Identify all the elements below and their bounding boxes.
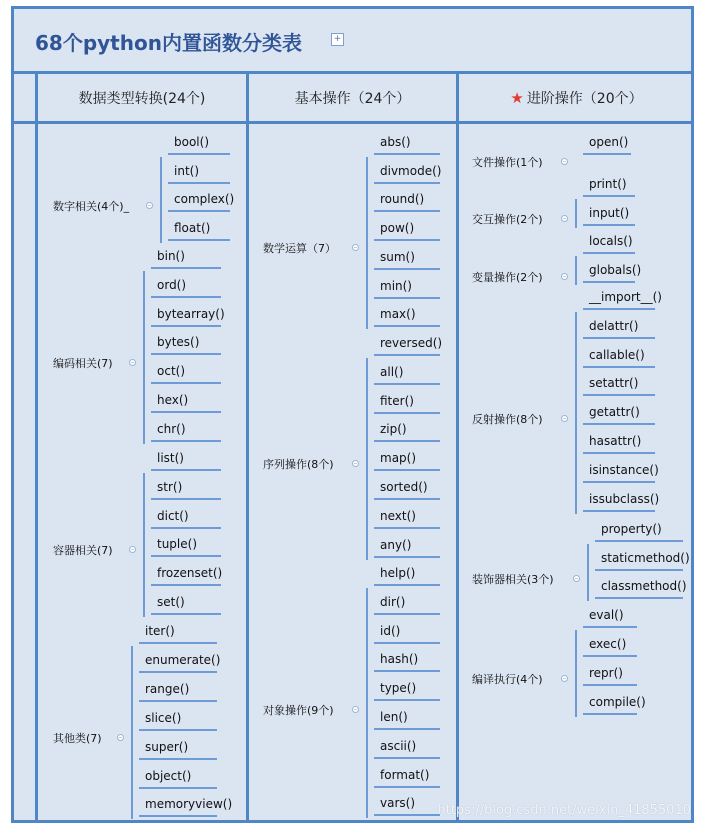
item-underline	[168, 182, 230, 184]
category-label[interactable]: 装饰器相关(3个)	[472, 573, 554, 586]
function-item[interactable]: help()	[380, 566, 416, 580]
vertical-divider-1	[35, 71, 38, 823]
function-item[interactable]: reversed()	[380, 336, 443, 350]
item-underline	[583, 510, 655, 512]
item-underline	[583, 308, 655, 310]
item-underline	[374, 613, 440, 615]
item-underline	[374, 527, 440, 529]
item-underline	[374, 757, 440, 759]
branch-connector	[143, 473, 145, 617]
item-underline	[583, 423, 655, 425]
collapse-toggle-icon[interactable]: –	[562, 272, 567, 280]
item-underline	[151, 584, 221, 586]
branch-connector	[366, 358, 368, 560]
item-underline	[583, 481, 655, 483]
item-underline	[374, 728, 440, 730]
category-label[interactable]: 反射操作(8个)	[472, 413, 543, 426]
collapse-toggle-icon[interactable]: –	[562, 414, 567, 422]
function-item[interactable]: hasattr()	[589, 434, 642, 448]
function-item[interactable]: sum()	[380, 249, 415, 264]
function-item[interactable]: compile()	[589, 695, 646, 709]
function-item[interactable]: memoryview()	[145, 797, 233, 812]
function-item[interactable]: any()	[380, 537, 412, 552]
column-header-1	[38, 88, 246, 108]
branch-connector	[131, 646, 133, 819]
function-item[interactable]: classmethod()	[601, 579, 687, 594]
item-underline	[583, 224, 635, 226]
item-underline	[139, 671, 217, 673]
item-underline	[583, 452, 655, 454]
function-item[interactable]: repr()	[589, 666, 623, 680]
function-item[interactable]: bool()	[174, 135, 209, 149]
function-item[interactable]: divmode()	[380, 163, 442, 178]
item-underline	[139, 642, 217, 644]
item-underline	[583, 713, 637, 715]
function-item[interactable]: print()	[589, 177, 627, 191]
category-label[interactable]: 对象操作(9个)	[263, 704, 334, 717]
item-underline	[374, 498, 440, 500]
collapse-toggle-icon[interactable]: –	[118, 733, 123, 741]
item-underline	[583, 626, 637, 628]
function-item[interactable]: bytearray()	[157, 306, 225, 321]
item-underline	[583, 153, 631, 155]
function-item[interactable]: format()	[380, 767, 430, 782]
function-item[interactable]: min()	[380, 278, 412, 293]
function-item[interactable]: vars()	[380, 796, 416, 811]
item-underline	[168, 153, 230, 155]
function-item[interactable]: ascii()	[380, 738, 417, 753]
item-underline	[374, 670, 440, 672]
item-underline	[139, 815, 217, 817]
item-underline	[139, 758, 217, 760]
collapse-toggle-icon[interactable]: –	[353, 459, 358, 467]
function-item[interactable]: int()	[174, 163, 200, 178]
function-item[interactable]: frozenset()	[157, 566, 223, 581]
item-underline	[583, 252, 635, 254]
function-item[interactable]: slice()	[145, 710, 182, 725]
function-item[interactable]: round()	[380, 192, 425, 207]
column-header-3	[459, 88, 694, 108]
item-underline	[374, 383, 440, 385]
branch-connector	[160, 157, 162, 243]
function-item[interactable]: abs()	[380, 135, 411, 149]
item-underline	[151, 527, 221, 529]
category-label[interactable]: 序列操作(8个)	[263, 458, 334, 471]
function-item[interactable]: tuple()	[157, 537, 198, 552]
collapse-toggle-icon[interactable]: –	[130, 358, 135, 366]
item-underline	[374, 469, 440, 471]
item-underline	[583, 655, 637, 657]
function-item[interactable]: type()	[380, 681, 417, 696]
function-item[interactable]: super()	[145, 739, 189, 754]
item-underline	[151, 296, 221, 298]
item-underline	[374, 354, 440, 356]
function-item[interactable]: len()	[380, 710, 408, 724]
function-item[interactable]: list()	[157, 451, 184, 465]
branch-connector	[587, 544, 589, 601]
function-item[interactable]: isinstance()	[589, 462, 659, 477]
function-item[interactable]: pow()	[380, 221, 415, 236]
category-label[interactable]: 数学运算（7）	[263, 242, 336, 255]
collapse-toggle-icon[interactable]: –	[574, 574, 579, 582]
function-item[interactable]: delattr()	[589, 318, 639, 333]
item-underline	[374, 440, 440, 442]
item-underline	[151, 267, 221, 269]
item-underline	[168, 210, 230, 212]
item-underline	[151, 469, 221, 471]
function-item[interactable]: oct()	[157, 364, 186, 379]
item-underline	[151, 613, 221, 615]
item-underline	[374, 786, 440, 788]
item-underline	[151, 555, 221, 557]
category-label[interactable]: 文件操作(1个)	[472, 156, 543, 169]
category-label[interactable]: 容器相关(7)	[53, 544, 113, 557]
function-item[interactable]: enumerate()	[145, 652, 221, 667]
item-underline	[151, 440, 221, 442]
branch-connector	[366, 588, 368, 818]
item-underline	[151, 382, 221, 384]
item-underline	[374, 325, 440, 327]
item-underline	[151, 325, 221, 327]
function-item[interactable]: input()	[589, 205, 630, 220]
item-underline	[374, 412, 440, 414]
function-item[interactable]: complex()	[174, 192, 235, 207]
watermark-text: https://blog.csdn.net/weixin_41855010	[437, 803, 691, 818]
item-underline	[168, 239, 230, 241]
function-item[interactable]: fiter()	[380, 393, 414, 408]
function-item[interactable]: open()	[589, 135, 629, 149]
header-divider	[11, 121, 694, 124]
function-item[interactable]: str()	[157, 479, 183, 494]
function-item[interactable]: locals()	[589, 234, 633, 248]
function-item[interactable]: max()	[380, 307, 416, 322]
function-item[interactable]: next()	[380, 508, 416, 523]
category-label[interactable]: 其他类(7)	[53, 732, 102, 745]
item-underline	[374, 153, 440, 155]
function-item[interactable]: zip()	[380, 422, 407, 437]
function-item[interactable]: setattr()	[589, 376, 639, 391]
item-underline	[374, 699, 440, 701]
collapse-toggle-icon[interactable]: –	[562, 214, 567, 222]
item-underline	[595, 597, 683, 599]
item-underline	[374, 814, 440, 816]
function-item[interactable]: float()	[174, 221, 211, 236]
category-label[interactable]: 数字相关(4个)_	[53, 200, 130, 213]
function-item[interactable]: globals()	[589, 262, 642, 277]
item-underline	[583, 366, 655, 368]
category-label[interactable]: 编码相关(7)	[53, 357, 113, 370]
function-item[interactable]: issubclass()	[589, 491, 660, 506]
function-item[interactable]: hash()	[380, 652, 419, 667]
function-item[interactable]: property()	[601, 522, 662, 536]
function-item[interactable]: getattr()	[589, 405, 640, 420]
function-item[interactable]: object()	[145, 768, 192, 783]
function-item[interactable]: exec()	[589, 637, 627, 651]
item-underline	[139, 787, 217, 789]
branch-connector	[575, 312, 577, 514]
collapse-toggle-icon[interactable]: –	[562, 157, 567, 165]
category-label[interactable]: 交互操作(2个)	[472, 213, 543, 226]
function-item[interactable]: id()	[380, 623, 401, 638]
item-underline	[374, 182, 440, 184]
collapse-toggle-icon[interactable]: –	[353, 705, 358, 713]
function-item[interactable]: all()	[380, 364, 404, 379]
function-item[interactable]: bytes()	[157, 335, 200, 350]
item-underline	[151, 353, 221, 355]
vertical-divider-2	[246, 71, 249, 823]
item-underline	[583, 394, 655, 396]
expand-icon[interactable]: +	[331, 33, 344, 46]
item-underline	[374, 584, 440, 586]
page-title: 68个python内置函数分类表	[35, 31, 302, 55]
item-underline	[139, 700, 217, 702]
item-underline	[374, 642, 440, 644]
item-underline	[595, 540, 683, 542]
function-item[interactable]: eval()	[589, 608, 624, 622]
function-item[interactable]: ord()	[157, 277, 187, 292]
item-underline	[374, 239, 440, 241]
item-underline	[151, 411, 221, 413]
item-underline	[139, 729, 217, 731]
branch-connector	[143, 271, 145, 444]
function-item[interactable]: __import__()	[589, 290, 662, 304]
column-header-label: 进阶操作（20个）	[526, 91, 643, 107]
function-item[interactable]: chr()	[157, 421, 186, 436]
function-item[interactable]: map()	[380, 451, 417, 466]
category-label[interactable]: 编译执行(4个)	[472, 673, 543, 686]
function-item[interactable]: dir()	[380, 594, 406, 609]
category-label[interactable]: 变量操作(2个)	[472, 271, 543, 284]
function-item[interactable]: dict()	[157, 508, 189, 523]
function-item[interactable]: hex()	[157, 393, 189, 407]
star-icon: ★	[510, 89, 524, 107]
column-header-label: 基本操作（24个）	[294, 91, 411, 107]
collapse-toggle-icon[interactable]: –	[130, 545, 135, 553]
item-underline	[374, 297, 440, 299]
collapse-toggle-icon[interactable]: –	[147, 201, 152, 209]
item-underline	[583, 281, 635, 283]
item-underline	[583, 337, 655, 339]
branch-connector	[575, 256, 577, 285]
function-item[interactable]: iter()	[145, 624, 175, 638]
vertical-divider-3	[456, 71, 459, 823]
branch-connector	[575, 630, 577, 717]
function-item[interactable]: sorted()	[380, 480, 428, 494]
function-item[interactable]: bin()	[157, 249, 185, 263]
item-underline	[151, 498, 221, 500]
item-underline	[374, 556, 440, 558]
collapse-toggle-icon[interactable]: –	[353, 243, 358, 251]
title-divider	[11, 71, 694, 74]
item-underline	[583, 684, 637, 686]
column-header-label: 数据类型转换(24个)	[78, 91, 206, 107]
item-underline	[595, 569, 683, 571]
function-item[interactable]: staticmethod()	[601, 550, 690, 565]
item-underline	[583, 195, 635, 197]
item-underline	[374, 268, 440, 270]
branch-connector	[366, 157, 368, 329]
branch-connector	[575, 199, 577, 228]
column-header-2	[249, 88, 456, 108]
function-item[interactable]: callable()	[589, 347, 645, 362]
item-underline	[374, 210, 440, 212]
function-item[interactable]: range()	[145, 681, 190, 696]
collapse-toggle-icon[interactable]: –	[562, 674, 567, 682]
function-item[interactable]: set()	[157, 595, 185, 609]
